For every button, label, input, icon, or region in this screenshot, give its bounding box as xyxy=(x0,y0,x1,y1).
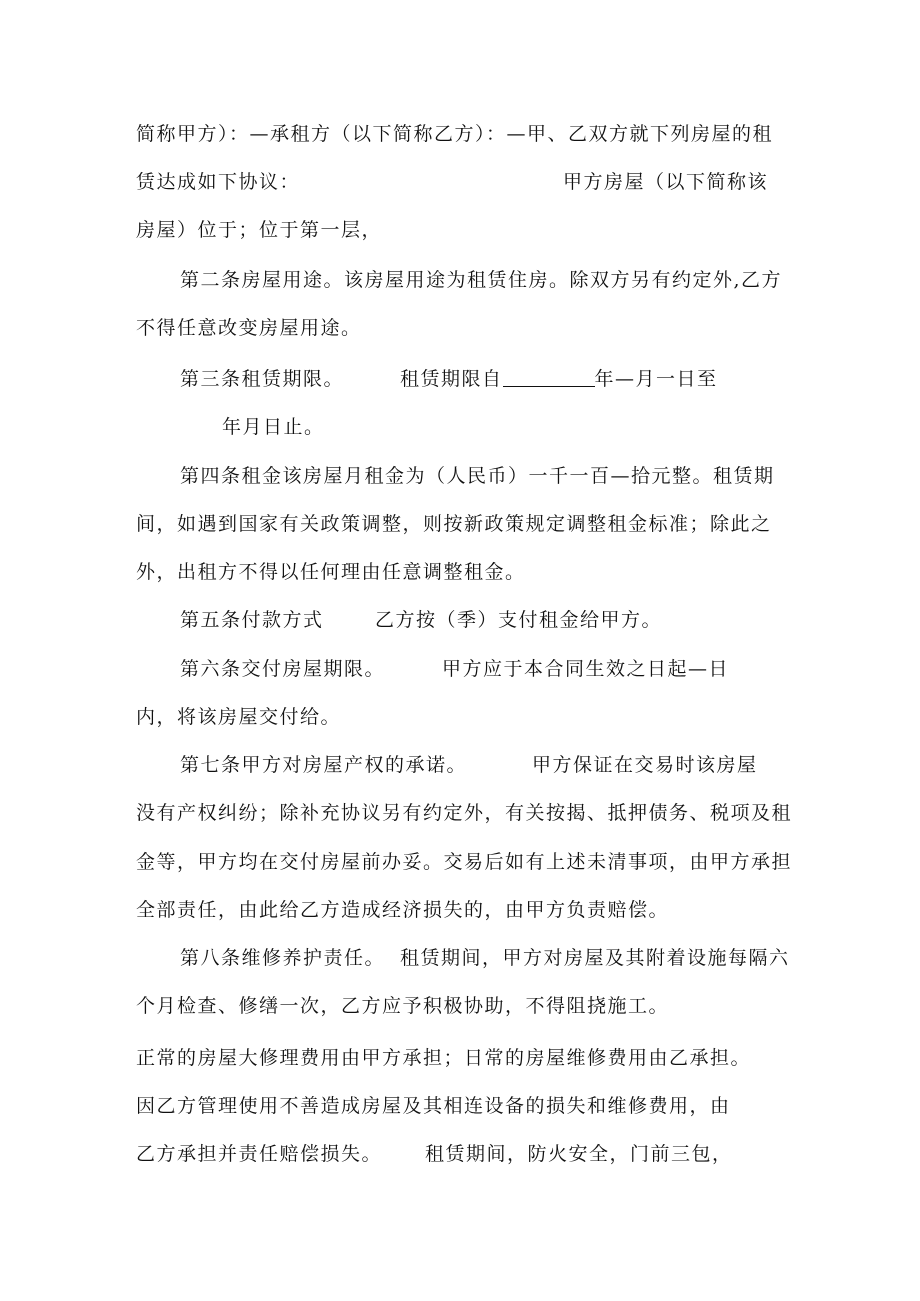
lease-period-date: 年—月一日至 xyxy=(594,368,718,390)
article-2-line-2: 不得任意改变房屋用途。 xyxy=(136,317,362,339)
text-line-repair-2: 因乙方管理使用不善造成房屋及其相连设备的损失和维修费用，由 xyxy=(136,1095,731,1117)
article-8-text: 租赁期间，甲方对房屋及其附着设施每隔六 xyxy=(400,947,790,969)
article-4-line-2: 间，如遇到国家有关政策调整，则按新政策规定调整租金标准；除此之 xyxy=(136,513,772,535)
article-6-line-2: 内，将该房屋交付给。 xyxy=(136,706,342,728)
article-7-heading: 第七条甲方对房屋产权的承诺。 xyxy=(180,754,468,776)
article-6-text: 甲方应于本合同生效之日起—日 xyxy=(442,658,730,680)
article-5-heading: 第五条付款方式 xyxy=(180,609,324,631)
article-4-line-3: 外，出租方不得以任何理由任意调整租金。 xyxy=(136,561,526,583)
text-line-2-cont: 甲方房屋（以下简称该 xyxy=(563,171,769,193)
article-3-text xyxy=(400,366,718,392)
article-6-heading: 第六条交付房屋期限。 xyxy=(180,658,386,680)
article-3-line-2: 年月日止。 xyxy=(222,416,325,438)
lease-period-from: 租赁期限自 xyxy=(400,368,503,390)
article-5-text: 乙方按（季）支付租金给甲方。 xyxy=(375,609,663,631)
article-8-line-2: 个月检查、修缮一次，乙方应予积极协助，不得阻挠施工。 xyxy=(136,995,670,1017)
text-line-repair-3-cont: 租赁期间，防火安全，门前三包， xyxy=(425,1143,733,1165)
text-line-3: 房屋）位于；位于第一层， xyxy=(136,219,383,241)
text-line-repair-1: 正常的房屋大修理费用由甲方承担；日常的房屋维修费用由乙承担。 xyxy=(136,1047,752,1069)
article-2-line-1: 第二条房屋用途。该房屋用途为租赁住房。除双方另有约定外,乙方 xyxy=(180,269,783,291)
article-7-line-3: 金等，甲方均在交付房屋前办妥。交易后如有上述未清事项，由甲方承担 xyxy=(136,851,793,873)
blank-underline xyxy=(503,368,595,387)
article-4-line-1: 第四条租金该房屋月租金为（人民币）一千一百—拾元整。租赁期 xyxy=(180,465,775,487)
article-7-line-2: 没有产权纠纷；除补充协议另有约定外，有关按揭、抵押债务、税项及租 xyxy=(136,802,793,824)
text-line-repair-3: 乙方承担并责任赔偿损失。 xyxy=(136,1143,383,1165)
article-8-heading: 第八条维修养护责任。 xyxy=(180,947,386,969)
article-7-line-4: 全部责任，由此给乙方造成经济损失的，由甲方负责赔偿。 xyxy=(136,899,670,921)
text-line-1: 简称甲方）：—承租方（以下简称乙方）：—甲、乙双方就下列房屋的租 xyxy=(136,123,774,145)
article-3-heading: 第三条租赁期限。 xyxy=(180,368,345,390)
article-7-text: 甲方保证在交易时该房屋 xyxy=(532,754,758,776)
text-line-2: 赁达成如下协议： xyxy=(136,171,301,193)
